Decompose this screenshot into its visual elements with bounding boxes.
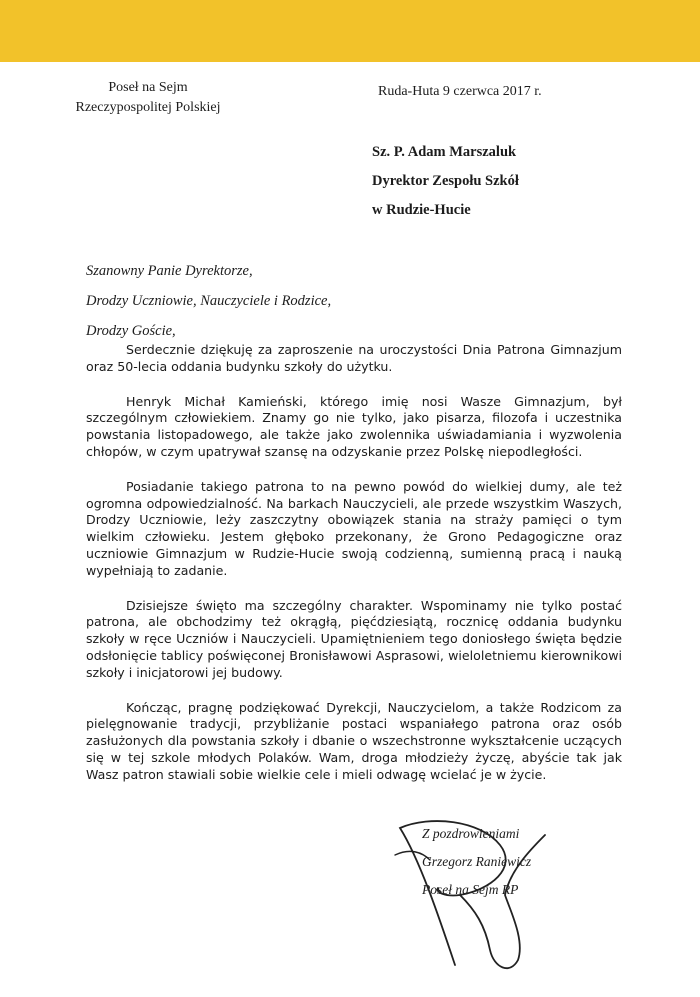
body-paragraph-4: Dzisiejsze święto ma szczególny charakter. Wspominamy nie tylko postać patrona, ale obchodzimy też okrągłą, pięćdziesiątą, rocznicę oddania budynku szkoły w ręce Uczniów i Nauczycieli. Upamiętnieniem tego doniosłego święta będzie odsłonięcie tablicy poświęconej Bronisławowi Asprasowi, wieloletniemu kierownikowi szkoły i inicjatorowi jej budowy. [86, 597, 622, 680]
letter-body [86, 342, 622, 802]
salutation-1: Szanowny Panie Dyrektorze, [86, 263, 253, 279]
addressee-line-1: Sz. P. Adam Marszaluk [372, 144, 517, 160]
body-paragraph-5: Kończąc, pragnę podziękować Dyrekcji, Nauczycielom, a także Rodzicom za pielęgnowanie tradycji, przybliżanie postaci wspaniałego patrona oraz osób zasłużonych dla powstania szkoły i dbanie o wszechstronne wykształcenie uczących się w tej szkole młodych Polaków. Wam, droga młodzieży życzę, abyście tak jak Wasz patron stawiali sobie wielkie cele i mieli odwagę wcielać je w życie. [86, 699, 622, 782]
sender-line-1: Poseł na Sejm [108, 80, 188, 95]
body-paragraph-2: Henryk Michał Kamieński, którego imię nosi Wasze Gimnazjum, był szczególnym człowiekiem. Znamy go nie tylko, jako pisarza, filozofa i uczestnika powstania listopadowego, ale także jako zwolennika uświadamiania i wyzwolenia chłopów, w czym upatrywał szansę na odzyskanie przez Polskę niepodległości. [86, 393, 622, 459]
sender-line-2: Rzeczypospolitej Polskiej [75, 100, 221, 115]
addressee-line-3: w Rudzie-Hucie [372, 202, 471, 218]
salutation-2: Drodzy Uczniowie, Nauczyciele i Rodzice, [86, 293, 332, 309]
closing-greeting: Z pozdrowieniami [422, 826, 520, 841]
addressee-line-2: Dyrektor Zespołu Szkół [372, 173, 519, 189]
addressee-block [372, 138, 519, 225]
yellow-header-band [0, 0, 700, 62]
body-paragraph-1: Serdecznie dziękuję za zaproszenie na uroczystości Dnia Patrona Gimnazjum oraz 50-lecia oddania budynku szkoły do użytku. [86, 342, 622, 374]
body-paragraph-3: Posiadanie takiego patrona to na pewno powód do wielkiej dumy, ale też ogromna odpowiedzialność. Na barkach Nauczycieli, ale przede wszystkim Waszych, Drodzy Uczniowie, leży zaszczytny obowiązek stania na straży pamięci o tym wielkim człowieku. Jestem głęboko przekonany, że Grono Pedagogiczne oraz uczniowie Gimnazjum w Rudzie-Hucie swoją codzienną, sumienną pracą i nauką wypełniają to zadanie. [86, 478, 622, 578]
handwritten-signature [360, 800, 560, 990]
closing-name: Grzegorz Raniewicz [422, 854, 532, 869]
closing-title: Poseł na Sejm RP [422, 882, 519, 897]
salutations [86, 256, 331, 346]
place-date: Ruda-Huta 9 czerwca 2017 r. [378, 84, 542, 99]
salutation-3: Drodzy Goście, [86, 323, 176, 339]
sender-block [58, 78, 238, 118]
